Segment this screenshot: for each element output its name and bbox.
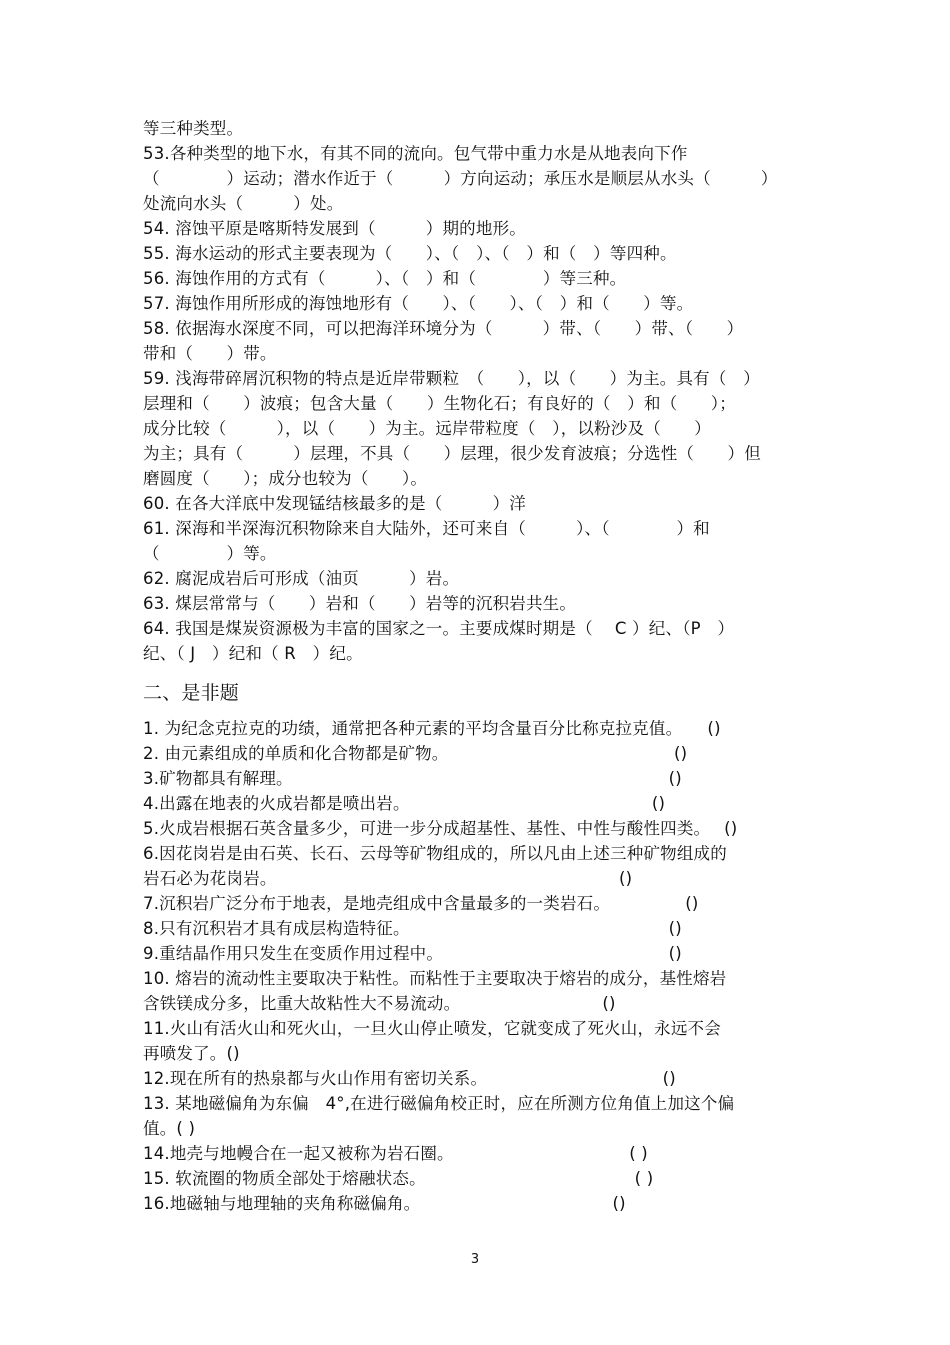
text-line: 处流向水头（ ）处。 <box>143 194 344 213</box>
text-line: 为主；具有（ ）层理，不具（ ）层理，很少发育波痕；分选性（ ）但 <box>143 444 761 463</box>
tf-question-3: 3.矿物都具有解理。 () <box>143 769 682 788</box>
text-line: 成分比较（ ），以（ ）为主。远岸带粒度（ ），以粉沙及（ ） <box>143 419 711 438</box>
tf-question-13: 13. 某地磁偏角为东偏 4°,在进行磁偏角校正时，应在所测方位角值上加这个偏 <box>143 1094 735 1113</box>
question-53: 53.各种类型的地下水，有其不同的流向。包气带中重力水是从地表向下作 <box>143 144 688 163</box>
text-line: 含铁镁成分多，比重大故粘性大不易流动。 () <box>143 994 616 1013</box>
tf-question-16: 16.地磁轴与地理轴的夹角称磁偏角。 () <box>143 1194 626 1213</box>
text-line: 值。( ) <box>143 1119 196 1138</box>
section-title: 二、是非题 <box>143 682 240 704</box>
text-line: 再喷发了。() <box>143 1044 240 1063</box>
question-63: 63. 煤层常常与（ ）岩和（ ）岩等的沉积岩共生。 <box>143 594 577 613</box>
page-number: 3 <box>470 1252 480 1267</box>
question-57: 57. 海蚀作用所形成的海蚀地形有（ ）、（ ）、（ ）和（ ）等。 <box>143 294 694 313</box>
text-line: （ ）等。 <box>143 544 277 563</box>
text-line: 等三种类型。 <box>143 119 244 138</box>
question-60: 60. 在各大洋底中发现锰结核最多的是（ ）洋 <box>143 494 526 513</box>
text-line: 层理和（ ）波痕；包含大量（ ）生物化石；有良好的（ ）和（ ）； <box>143 394 736 413</box>
question-59: 59. 浅海带碎屑沉积物的特点是近岸带颗粒 （ ），以（ ）为主。具有（ ） <box>143 369 760 388</box>
question-58: 58. 依据海水深度不同，可以把海洋环境分为（ ）带、（ ）带、（ ） <box>143 319 744 338</box>
tf-question-11: 11.火山有活火山和死火山，一旦火山停止喷发，它就变成了死火山，永远不会 <box>143 1019 721 1038</box>
tf-question-2: 2. 由元素组成的单质和化合物都是矿物。 () <box>143 744 688 763</box>
question-54: 54. 溶蚀平原是喀斯特发展到（ ）期的地形。 <box>143 219 526 238</box>
question-64: 64. 我国是煤炭资源极为丰富的国家之一。主要成煤时期是（ C ）纪、（P ） <box>143 619 735 638</box>
tf-question-4: 4.出露在地表的火成岩都是喷出岩。 () <box>143 794 666 813</box>
text-line: 岩石必为花岗岩。 () <box>143 869 633 888</box>
tf-question-7: 7.沉积岩广泛分布于地表，是地壳组成中含量最多的一类岩石。 () <box>143 894 699 913</box>
tf-question-1: 1. 为纪念克拉克的功绩，通常把各种元素的平均含量百分比称克拉克值。 () <box>143 719 721 738</box>
text-line: 磨圆度（ ）；成分也较为（ ）。 <box>143 469 428 488</box>
text-line: 纪、（ J ）纪和（ R ）纪。 <box>143 644 363 663</box>
question-56: 56. 海蚀作用的方式有（ ）、（ ）和（ ）等三种。 <box>143 269 627 288</box>
tf-question-10: 10. 熔岩的流动性主要取决于粘性。而粘性于主要取决于熔岩的成分，基性熔岩 <box>143 969 727 988</box>
question-62: 62. 腐泥成岩后可形成（油页 ）岩。 <box>143 569 460 588</box>
tf-question-9: 9.重结晶作用只发生在变质作用过程中。 () <box>143 944 682 963</box>
text-line: 带和（ ）带。 <box>143 344 277 363</box>
text-line: （ ）运动；潜水作近于（ ）方向运动；承压水是顺层从水头（ ） <box>143 169 778 188</box>
tf-question-5: 5.火成岩根据石英含量多少，可进一步分成超基性、基性、中性与酸性四类。 () <box>143 819 738 838</box>
question-55: 55. 海水运动的形式主要表现为（ ）、（ ）、（ ）和（ ）等四种。 <box>143 244 677 263</box>
tf-question-15: 15. 软流圈的物质全部处于熔融状态。 ( ) <box>143 1169 654 1188</box>
tf-question-6: 6.因花岗岩是由石英、长石、云母等矿物组成的，所以凡由上述三种矿物组成的 <box>143 844 727 863</box>
tf-question-14: 14.地壳与地幔合在一起又被称为岩石圈。 ( ) <box>143 1144 648 1163</box>
question-61: 61. 深海和半深海沉积物除来自大陆外，还可来自（ ）、（ ）和 <box>143 519 710 538</box>
tf-question-8: 8.只有沉积岩才具有成层构造特征。 () <box>143 919 682 938</box>
tf-question-12: 12.现在所有的热泉都与火山作用有密切关系。 () <box>143 1069 676 1088</box>
